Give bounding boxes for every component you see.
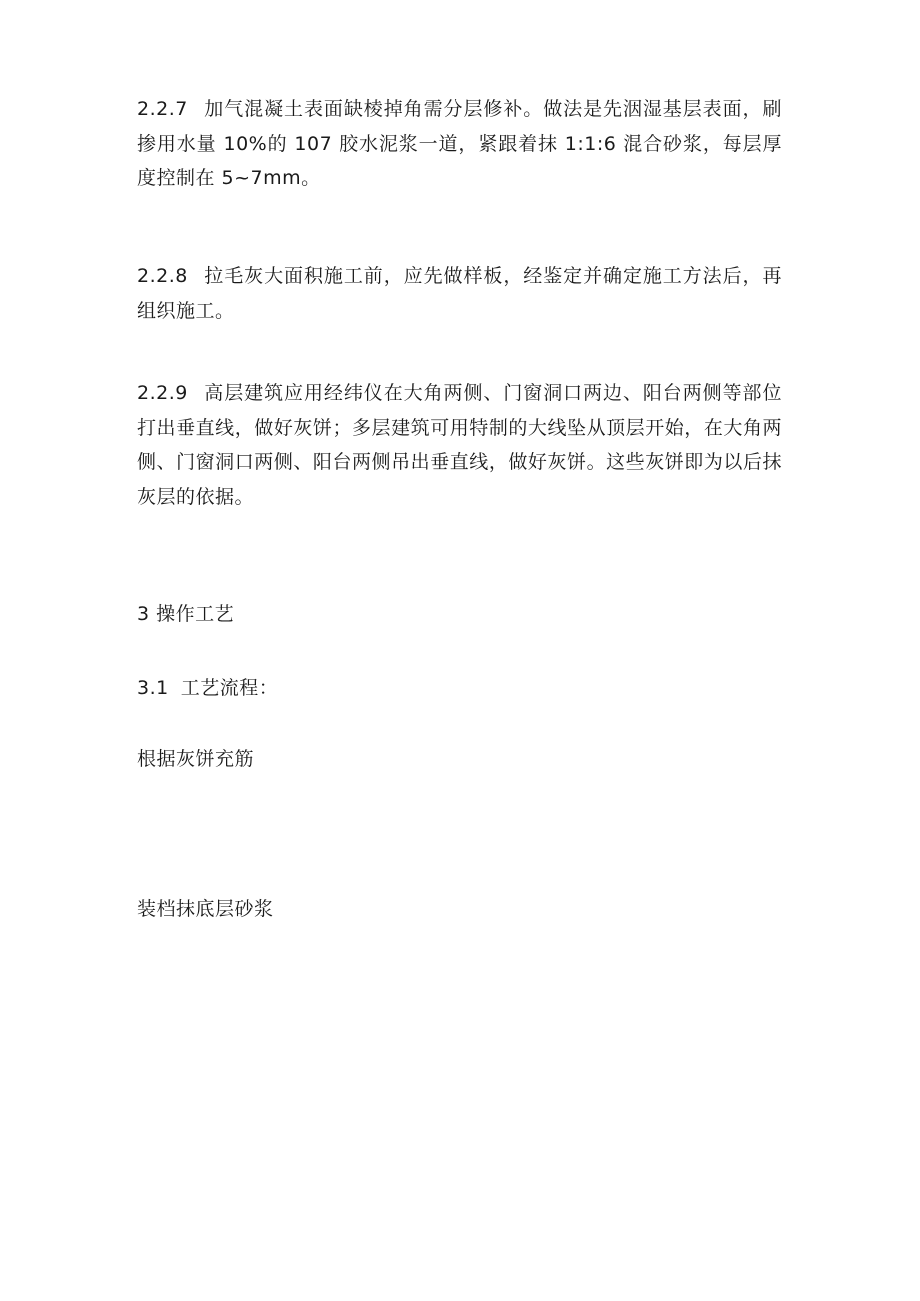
paragraph-2-2-9 <box>137 376 782 514</box>
paragraph-number: 2.2.8 <box>137 265 188 287</box>
paragraph-2-2-7 <box>137 92 782 196</box>
flow-step: 根据灰饼充筋 <box>137 748 255 770</box>
section-title: 工艺流程： <box>180 677 279 699</box>
section-number: 3.1 <box>137 677 169 699</box>
paragraph-2-2-8 <box>137 259 782 328</box>
section-heading-3-1 <box>137 671 278 706</box>
section-heading-3: 3 操作工艺 <box>137 603 235 625</box>
paragraph-text: 高层建筑应用经纬仪在大角两侧、门窗洞口两边、阳台两侧等部位打出垂直线，做好灰饼；多层建筑可用特制的大线坠从顶层开始，在大角两侧、门窗洞口两侧、阳台两侧吊出垂直线，做好灰饼。这些灰饼即为以后抹灰层的依据。 <box>137 382 782 508</box>
flow-step: 装档抹底层砂浆 <box>137 898 274 920</box>
paragraph-number: 2.2.9 <box>137 382 188 404</box>
paragraph-text: 拉毛灰大面积施工前，应先做样板，经鉴定并确定施工方法后，再组织施工。 <box>137 265 782 322</box>
paragraph-text: 加气混凝土表面缺棱掉角需分层修补。做法是先洇湿基层表面，刷掺用水量 10%的 107 胶水泥浆一道，紧跟着抹 1:1:6 混合砂浆，每层厚度控制在 5~7mm。 <box>137 98 782 189</box>
paragraph-number: 2.2.7 <box>137 98 188 120</box>
